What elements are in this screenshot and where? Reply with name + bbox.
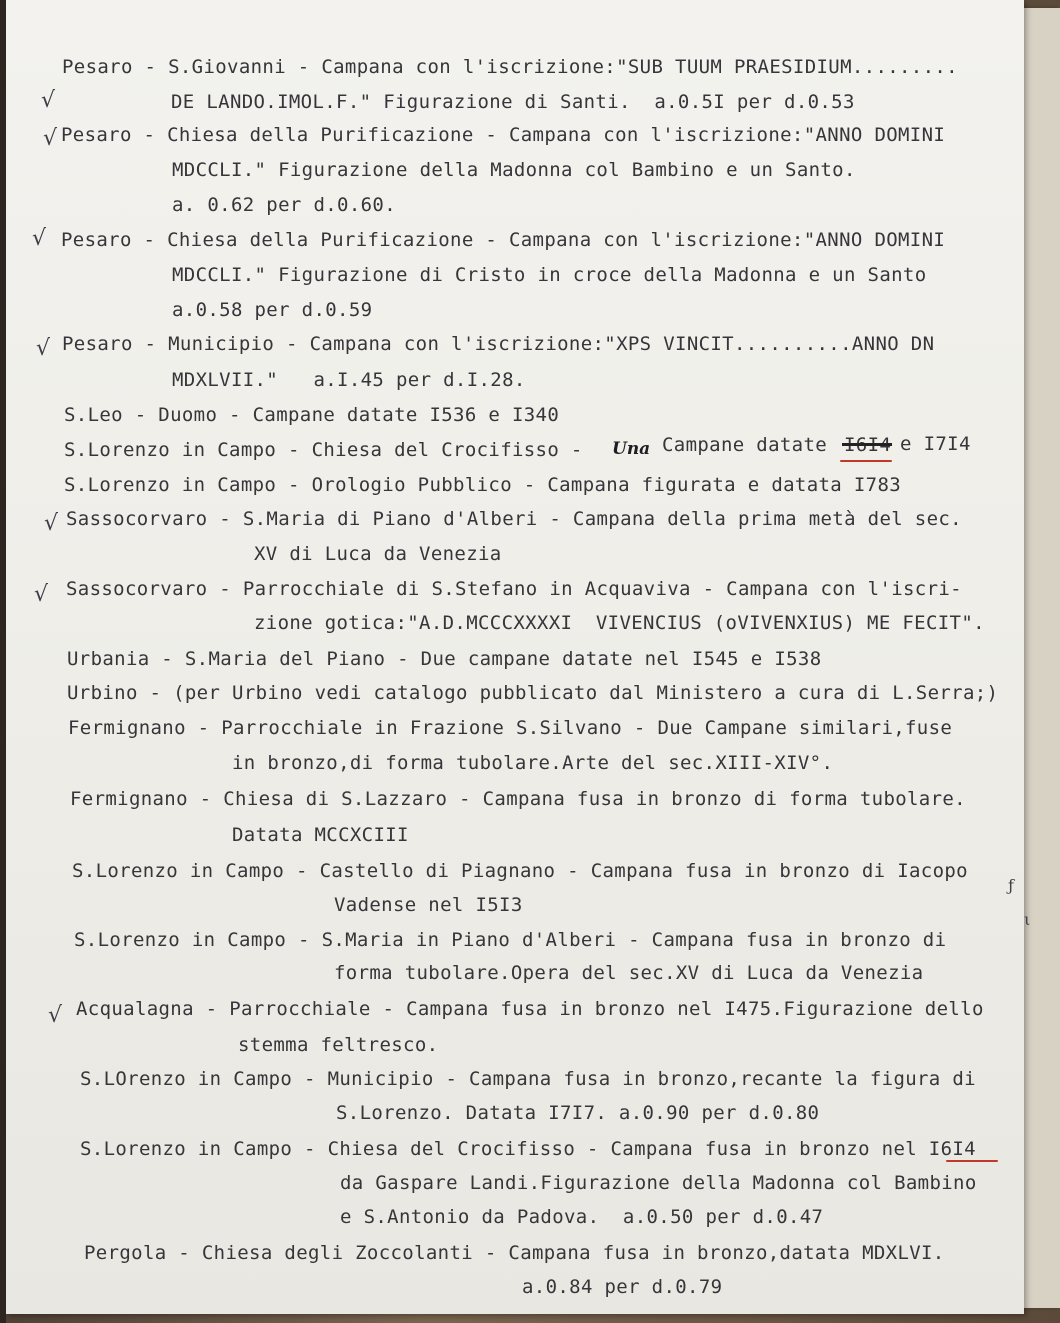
margin-mark: ƒ	[1008, 876, 1014, 895]
check-mark-6: √	[34, 582, 49, 607]
text-line: Fermignano - Chiesa di S.Lazzaro - Campana fusa in bronzo di forma tubolare.	[70, 788, 966, 810]
check-mark-7: √	[48, 1003, 63, 1028]
text-line: MDXLVII." a.I.45 per d.I.28.	[172, 369, 526, 391]
text-line: Pergola - Chiesa degli Zoccolanti - Campana fusa in bronzo,datata MDXLVI.	[84, 1242, 945, 1264]
text-line: S.LOrenzo in Campo - Municipio - Campana fusa in bronzo,recante la figura di	[80, 1068, 976, 1090]
text-line: Sassocorvaro - Parrocchiale di S.Stefano in Acquaviva - Campana con l'iscri-	[66, 578, 962, 600]
text-line: MDCCLI." Figurazione della Madonna col Bambino e un Santo.	[172, 159, 856, 181]
red-underline	[840, 460, 892, 462]
text-line: S.Lorenzo. Datata I7I7. a.0.90 per d.0.80	[336, 1102, 820, 1124]
check-mark-3: √	[32, 226, 47, 251]
strike-through	[842, 443, 892, 446]
text-line: S.Lorenzo in Campo - Chiesa del Crocifisso - Campana fusa in bronzo nel I6I4	[80, 1138, 976, 1160]
check-mark-5: √	[44, 511, 59, 536]
text-line: Datata MCCXCIII	[232, 824, 409, 846]
text-line: Pesaro - S.Giovanni - Campana con l'iscrizione:"SUB TUUM PRAESIDIUM.........	[62, 56, 958, 78]
text-line: DE LANDO.IMOL.F." Figurazione di Santi. a.0.5I per d.0.53	[171, 91, 855, 113]
text-line: S.Lorenzo in Campo - Castello di Piagnano - Campana fusa in bronzo di Iacopo	[72, 860, 968, 882]
text-line: Sassocorvaro - S.Maria di Piano d'Alberi - Campana della prima metà del sec.	[66, 508, 962, 530]
text-line: MDCCLI." Figurazione di Cristo in croce della Madonna e un Santo	[172, 264, 927, 286]
text-line: Fermignano - Parrocchiale in Frazione S.Silvano - Due Campane similari,fuse	[68, 717, 953, 739]
text-line: zione gotica:"A.D.MCCCXXXXI VIVENCIUS (oVIVENXIUS) ME FECIT".	[254, 612, 985, 634]
text-line: Urbania - S.Maria del Piano - Due campane datate nel I545 e I538	[67, 648, 822, 670]
handwritten-correction: Una	[612, 439, 651, 459]
text-line: forma tubolare.Opera del sec.XV di Luca da Venezia	[334, 962, 924, 984]
text-line: Pesaro - Chiesa della Purificazione - Campana con l'iscrizione:"ANNO DOMINI	[61, 124, 946, 146]
text-line: a. 0.62 per d.0.60.	[172, 194, 396, 216]
text-line: Acqualagna - Parrocchiale - Campana fusa in bronzo nel I475.Figurazione dello	[76, 998, 984, 1020]
check-mark-2: √	[43, 126, 58, 151]
check-mark-1: √	[41, 88, 56, 113]
margin-mark: ι	[1024, 910, 1031, 929]
text-line: S.Lorenzo in Campo - S.Maria in Piano d'Alberi - Campana fusa in bronzo di	[74, 929, 947, 951]
typewritten-page	[6, 0, 1031, 1314]
page-edge	[0, 0, 6, 1323]
text-line: a.0.58 per d.0.59	[172, 299, 373, 321]
text-line: in bronzo,di forma tubolare.Arte del sec.XIII-XIV°.	[232, 752, 834, 774]
text-line: Vadense nel I5I3	[334, 894, 523, 916]
text-line: Pesaro - Chiesa della Purificazione - Campana con l'iscrizione:"ANNO DOMINI	[61, 229, 946, 251]
red-underline	[946, 1160, 998, 1162]
text-line: e S.Antonio da Padova. a.0.50 per d.0.47	[340, 1206, 824, 1228]
text-line: S.Lorenzo in Campo - Chiesa del Crocifisso -	[64, 439, 583, 461]
check-mark-4: √	[36, 336, 51, 361]
text-line: da Gaspare Landi.Figurazione della Madonna col Bambino	[340, 1172, 977, 1194]
text-line: S.Leo - Duomo - Campane datate I536 e I340	[64, 404, 560, 426]
text-line: e I7I4	[900, 433, 971, 455]
text-line: stemma feltresco.	[238, 1034, 439, 1056]
text-line: Urbino - (per Urbino vedi catalogo pubblicato dal Ministero a cura di L.Serra;)	[67, 682, 999, 704]
text-line: Campane datate	[662, 434, 828, 456]
text-line: S.Lorenzo in Campo - Orologio Pubblico - Campana figurata e datata I783	[64, 474, 902, 496]
text-line: Pesaro - Municipio - Campana con l'iscrizione:"XPS VINCIT..........ANNO DN	[62, 333, 935, 355]
text-line: a.0.84 per d.0.79	[522, 1276, 723, 1298]
text-line: XV di Luca da Venezia	[254, 543, 502, 565]
